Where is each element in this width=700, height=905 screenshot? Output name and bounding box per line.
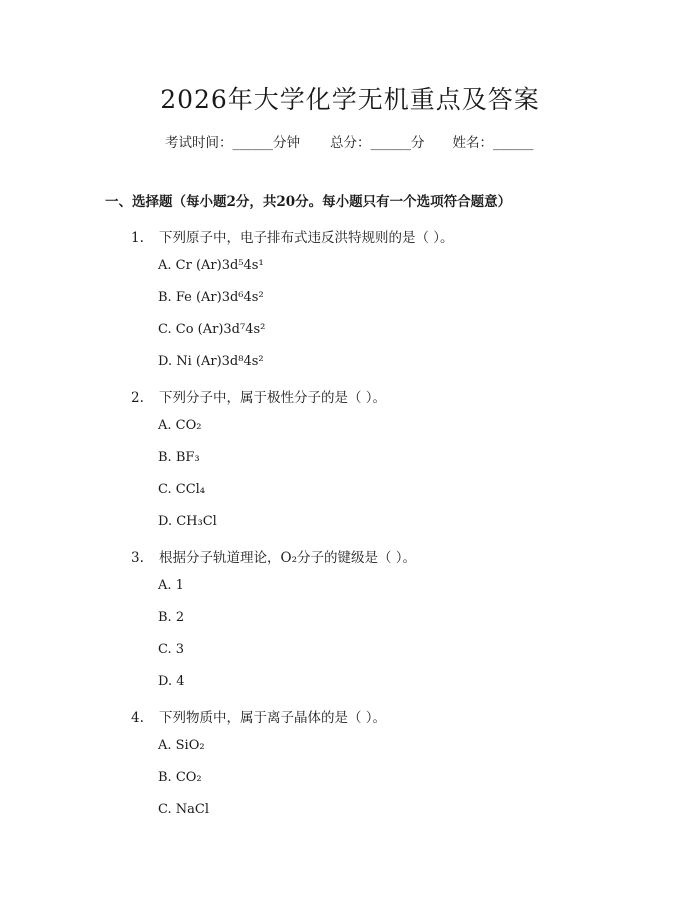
question-number: 4.: [131, 710, 144, 726]
question-4-option-a: A. SiO₂: [158, 738, 205, 753]
question-1-option-a: A. Cr (Ar)3d⁵4s¹: [158, 258, 264, 273]
question-3-option-c: C. 3: [158, 642, 185, 657]
question-4-option-b: B. CO₂: [158, 770, 202, 785]
question-number: 3.: [131, 550, 144, 566]
question-2-option-a: A. CO₂: [158, 418, 202, 433]
document-title: 2026年大学化学无机重点及答案: [160, 85, 540, 114]
question-2-option-c: C. CCl₄: [158, 482, 206, 497]
question-3-option-a: A. 1: [158, 578, 184, 593]
exam-info-line: [165, 131, 534, 151]
name-field: 姓名：______: [452, 135, 534, 151]
question-number: 1.: [131, 230, 144, 246]
question-3-option-d: D. 4: [158, 674, 185, 689]
exam-time-field: 考试时间：______分钟: [165, 135, 300, 151]
question-1-option-b: B. Fe (Ar)3d⁶4s²: [158, 290, 264, 305]
question-1: [131, 226, 454, 246]
question-text: 下列分子中，属于极性分子的是（ ）。: [159, 390, 387, 406]
question-text: 下列物质中，属于离子晶体的是（ ）。: [159, 710, 387, 726]
question-number: 2.: [131, 390, 144, 406]
question-1-option-c: C. Co (Ar)3d⁷4s²: [158, 322, 266, 337]
question-2-option-d: D. CH₃Cl: [158, 514, 217, 529]
question-text: 下列原子中，电子排布式违反洪特规则的是（ ）。: [159, 230, 454, 246]
question-2: [131, 386, 386, 406]
question-3: [131, 546, 416, 566]
question-4-option-c: C. NaCl: [158, 802, 209, 817]
total-score-field: 总分：______分: [330, 135, 425, 151]
question-4: [131, 706, 386, 726]
question-text: 根据分子轨道理论，O₂分子的键级是（ ）。: [159, 550, 417, 566]
section-heading: 一、选择题（每小题2分，共20分。每小题只有一个选项符合题意）: [105, 194, 512, 210]
question-2-option-b: B. BF₃: [158, 450, 200, 465]
question-3-option-b: B. 2: [158, 610, 185, 625]
question-1-option-d: D. Ni (Ar)3d⁸4s²: [158, 354, 264, 369]
